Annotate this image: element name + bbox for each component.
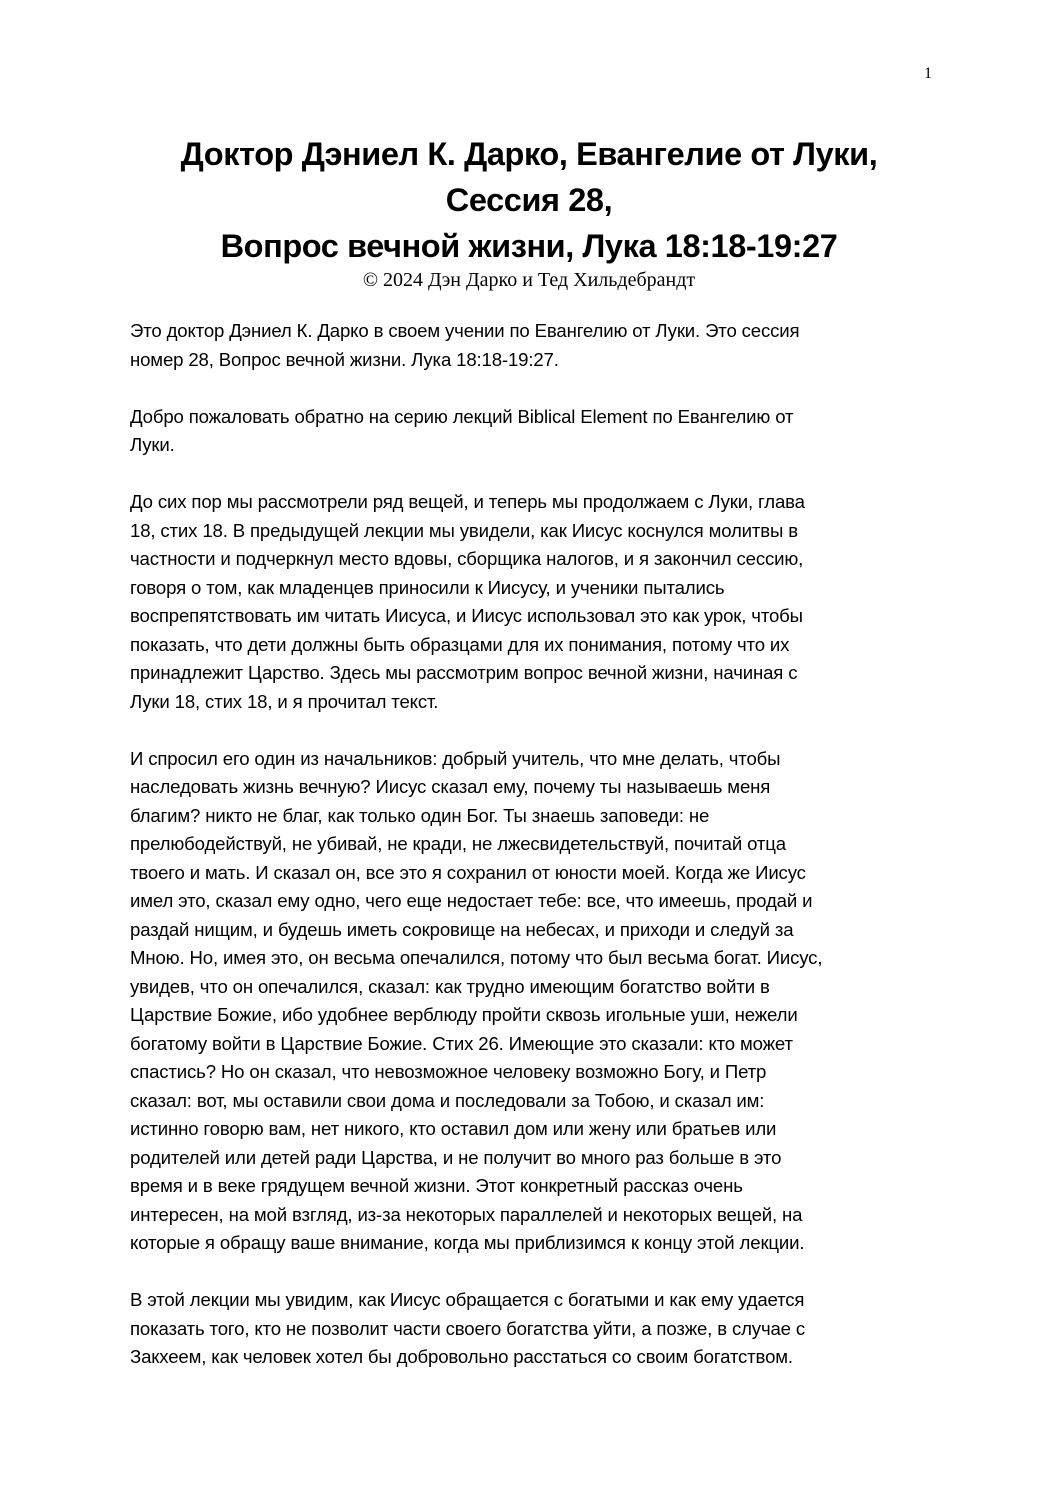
text-line: спастись? Но он сказал, что невозможное человеку возможно Богу, и Петр	[130, 1061, 767, 1082]
page-number: 1	[924, 65, 932, 82]
text-line: принадлежит Царство. Здесь мы рассмотрим вопрос вечной жизни, начиная с	[130, 662, 798, 683]
text-line: Мною. Но, имея это, он весьма опечалился, потому что был весьма богат. Иисус,	[130, 947, 823, 968]
paragraph-welcome	[130, 403, 930, 460]
title-line-2: Сессия 28,	[445, 182, 613, 218]
text-line: благим? никто не благ, как только один Бог. Ты знаешь заповеди: не	[130, 804, 710, 826]
text-line: сказал: вот, мы оставили свои дома и последовали за Тобою, и сказал им:	[130, 1089, 765, 1111]
text-line: прелюбодействуй, не убивай, не кради, не лжесвидетельствуй, почитай отца	[130, 833, 786, 854]
text-line: номер 28, Вопрос вечной жизни. Лука 18:18-19:27.	[130, 348, 559, 370]
text-line: 18, стих 18. В предыдущей лекции мы увидели, как Иисус коснулся молитвы в	[130, 519, 798, 541]
text-line: Это доктор Дэниел К. Дарко в своем учении по Евангелию от Луки. Это сессия	[130, 320, 800, 341]
text-line: раздай нищим, и будешь иметь сокровище на небесах, и приходи и следуй за	[130, 918, 794, 940]
paragraph-intro	[130, 317, 930, 374]
paragraph-lecture-preview	[130, 1286, 930, 1372]
text-line: родителей или детей ради Царства, и не получит во много раз больше в это	[130, 1146, 782, 1168]
text-line: увидев, что он опечалился, сказал: как трудно имеющим богатство войти в	[130, 975, 770, 997]
text-line: воспрепятствовать им читать Иисуса, и Иисус использовал это как урок, чтобы	[130, 605, 803, 626]
text-line: богатому войти в Царствие Божие. Стих 26. Имеющие это сказали: кто может	[130, 1032, 793, 1054]
text-line: частности и подчеркнул место вдовы, сборщика налогов, и я закончил сессию,	[130, 548, 804, 569]
copyright-notice: © 2024 Дэн Дарко и Тед Хильдебрандт	[362, 269, 696, 291]
text-line: Луки.	[130, 434, 175, 455]
text-line: Луки 18, стих 18, и я прочитал текст.	[130, 690, 439, 712]
text-line: твоего и мать. И сказал он, все это я сохранил от юности моей. Когда же Иисус	[130, 861, 806, 883]
paragraph-recap	[130, 488, 930, 716]
text-line: имел это, сказал ему одно, чего еще недостает тебе: все, что имеешь, продай и	[130, 890, 813, 911]
text-line: В этой лекции мы увидим, как Иисус обращается с богатыми и как ему удается	[130, 1289, 805, 1310]
text-line: До сих пор мы рассмотрели ряд вещей, и теперь мы продолжаем с Луки, глава	[130, 491, 805, 512]
paragraph-scripture	[130, 745, 930, 1258]
text-line: время и в веке грядущем вечной жизни. Этот конкретный рассказ очень	[130, 1175, 743, 1196]
body-text	[130, 317, 930, 1400]
title-line-3: Вопрос вечной жизни, Лука 18:18-19:27	[220, 228, 838, 264]
text-line: истинно говорю вам, нет никого, кто оставил дом или жену или братьев или	[130, 1118, 777, 1139]
text-line: наследовать жизнь вечную? Иисус сказал ему, почему ты называешь меня	[130, 776, 771, 797]
text-line: говоря о том, как младенцев приносили к Иисусу, и ученики пытались	[130, 576, 725, 598]
text-line: Закхеем, как человек хотел бы добровольно расстаться со своим богатством.	[130, 1346, 793, 1367]
text-line: показать, что дети должны быть образцами для их понимания, потому что их	[130, 633, 790, 655]
text-line: Царствие Божие, ибо удобнее верблюду пройти сквозь игольные уши, нежели	[130, 1004, 798, 1025]
title-block	[100, 131, 958, 293]
text-line: И спросил его один из начальников: добрый учитель, что мне делать, чтобы	[130, 747, 781, 769]
text-line: Добро пожаловать обратно на серию лекций Biblical Element по Евангелию от	[130, 405, 794, 427]
text-line: показать того, кто не позволит части своего богатства уйти, а позже, в случае с	[130, 1317, 806, 1339]
text-line: которые я обращу ваше внимание, когда мы приблизимся к концу этой лекции.	[130, 1232, 805, 1253]
text-line: интересен, на мой взгляд, из-за некоторых параллелей и некоторых вещей, на	[130, 1203, 803, 1225]
title-line-1: Доктор Дэниел К. Дарко, Евангелие от Луки,	[180, 136, 878, 172]
